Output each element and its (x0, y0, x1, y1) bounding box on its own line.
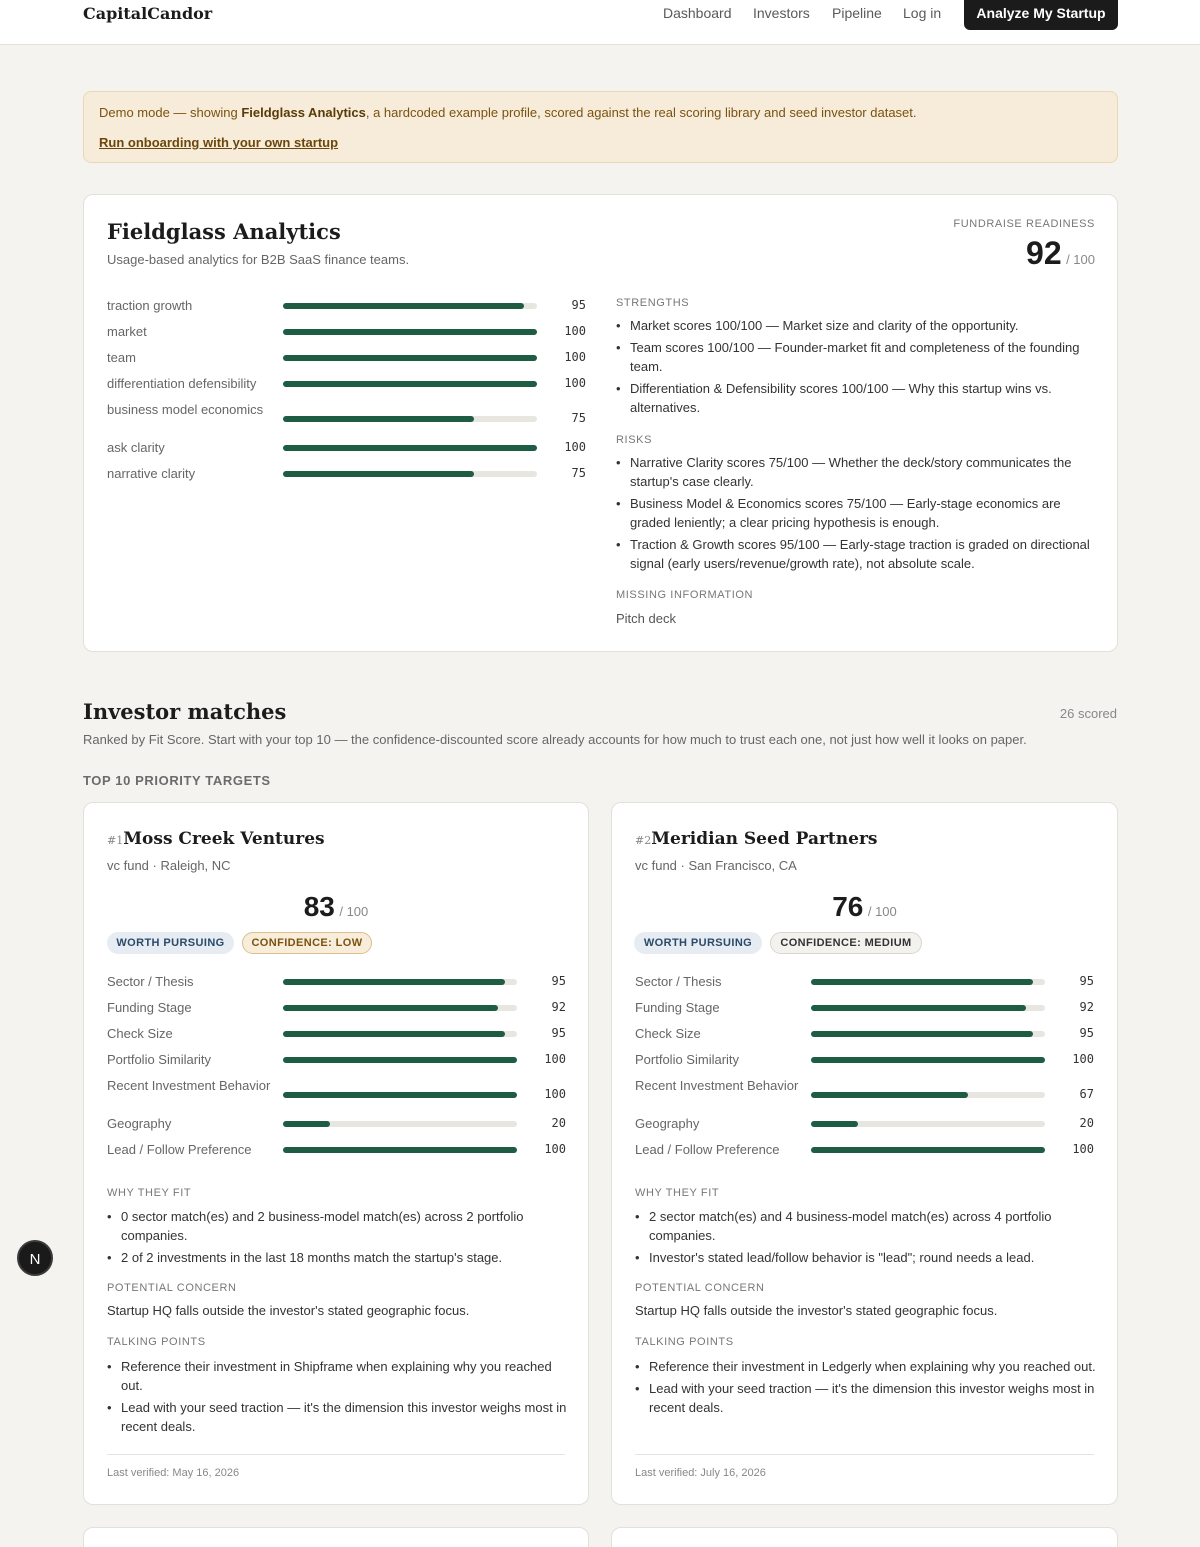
missing-info-heading: MISSING INFORMATION (616, 589, 754, 601)
investor-rank: #2 (635, 834, 652, 847)
score-row-value: 92 (551, 999, 566, 1014)
concern-heading: POTENTIAL CONCERN (635, 1282, 765, 1294)
score-bar (283, 1005, 517, 1011)
risks-list (615, 453, 1095, 576)
nav-pipeline[interactable]: Pipeline (832, 5, 882, 21)
list-item: • 2 sector match(es) and 4 business-model match(es) across 4 portfolio companies. (634, 1207, 1099, 1245)
investor-card[interactable] (83, 1527, 589, 1547)
risks-heading: RISKS (616, 434, 653, 446)
demo-mode-text: Demo mode — showing Fieldglass Analytics, a hardcoded example profile, scored against the real scoring library and seed investor dataset. (99, 105, 917, 120)
score-bar-fill (283, 416, 474, 422)
divider (107, 1454, 565, 1455)
score-row-label: Portfolio Similarity (107, 1052, 212, 1067)
fit-score (84, 891, 588, 923)
list-item: • Team scores 100/100 — Founder-market fit and completeness of the founding team. (615, 338, 1095, 376)
list-item: • Narrative Clarity scores 75/100 — Whether the deck/story communicates the startup's case clearly. (615, 453, 1095, 491)
readiness-score-max: / 100 (1066, 252, 1095, 267)
score-row-value: 75 (571, 465, 586, 480)
score-row-label: ask clarity (107, 440, 165, 455)
analyze-startup-button[interactable]: Analyze My Startup (964, 0, 1118, 30)
score-row-label: business model economics (107, 402, 264, 417)
score-bar (283, 979, 517, 985)
list-item: • 2 of 2 investments in the last 18 months match the startup's stage. (106, 1248, 571, 1267)
score-row-label: differentiation defensibility (107, 376, 257, 391)
score-row-value: 95 (571, 297, 586, 312)
score-bar-fill (811, 979, 1033, 985)
top-targets-heading: TOP 10 PRIORITY TARGETS (83, 773, 271, 788)
score-bar (283, 1057, 517, 1063)
why-fit-list (634, 1207, 1099, 1270)
investor-card[interactable] (611, 1527, 1118, 1547)
score-bar-fill (811, 1092, 968, 1098)
score-bar-fill (283, 1057, 517, 1063)
score-row-value: 20 (1079, 1115, 1094, 1130)
list-item: • Market scores 100/100 — Market size and clarity of the opportunity. (615, 316, 1095, 335)
nav-dashboard[interactable]: Dashboard (663, 5, 732, 21)
score-row-label: market (107, 324, 147, 339)
investor-matches-title: Investor matches (83, 699, 287, 724)
score-row-value: 100 (1072, 1051, 1094, 1066)
score-row-value: 100 (544, 1087, 566, 1101)
investor-name-label: Moss Creek Ventures (123, 829, 325, 849)
score-row-value: 95 (551, 1025, 566, 1040)
fit-score-value: 76 (832, 891, 864, 922)
confidence-badge: CONFIDENCE: LOW (242, 932, 372, 954)
score-row-label: Lead / Follow Preference (635, 1142, 780, 1157)
score-bar (811, 1147, 1045, 1153)
score-bar (811, 1057, 1045, 1063)
score-row-label: Funding Stage (107, 1000, 192, 1015)
score-bar (811, 1121, 1045, 1127)
score-row-label: Check Size (107, 1026, 173, 1041)
score-bar-fill (283, 471, 474, 477)
score-row-label: Sector / Thesis (107, 974, 194, 989)
brand-logo[interactable]: CapitalCandor (83, 4, 213, 23)
score-row-label: Check Size (635, 1026, 701, 1041)
score-row-label: Funding Stage (635, 1000, 720, 1015)
score-bar-fill (283, 1005, 498, 1011)
list-item: • 0 sector match(es) and 2 business-model match(es) across 2 portfolio companies. (106, 1207, 571, 1245)
investor-meta: vc fund · Raleigh, NC (107, 858, 231, 873)
run-onboarding-link[interactable]: Run onboarding with your own startup (99, 135, 339, 150)
score-bar-fill (811, 1057, 1045, 1063)
score-bar-fill (283, 1031, 505, 1037)
score-bar (283, 445, 537, 451)
score-bar (811, 979, 1045, 985)
list-item: • Reference their investment in Ledgerly when explaining why you reached out. (634, 1357, 1099, 1376)
score-row-label: Geography (107, 1116, 172, 1131)
divider (635, 1454, 1094, 1455)
why-fit-heading: WHY THEY FIT (107, 1187, 192, 1199)
fit-score-max: / 100 (867, 904, 897, 919)
readiness-label: FUNDRAISE READINESS (953, 218, 1095, 230)
score-row-value: 75 (571, 411, 586, 425)
score-row-value: 95 (1079, 1025, 1094, 1040)
startup-tagline: Usage-based analytics for B2B SaaS finance teams. (107, 252, 410, 267)
score-bar-fill (283, 355, 537, 361)
score-bar (811, 1092, 1045, 1098)
talking-points-heading: TALKING POINTS (635, 1336, 734, 1348)
score-row-label: Recent Investment Behavior (107, 1078, 271, 1093)
score-bar-fill (283, 1147, 517, 1153)
score-bar-fill (811, 1121, 858, 1127)
investor-matches-subtitle: Ranked by Fit Score. Start with your top 10 — the confidence-discounted score already accounts for how much to trust each one, not just how well it looks on paper. (83, 732, 1027, 747)
list-item: • Lead with your seed traction — it's the dimension this investor weighs most in recent deals. (106, 1398, 571, 1436)
score-bar-fill (283, 381, 537, 387)
score-row-label: Lead / Follow Preference (107, 1142, 252, 1157)
investor-card[interactable] (611, 802, 1118, 1505)
score-bar (283, 416, 537, 422)
score-bar-fill (811, 1147, 1045, 1153)
investor-meta: vc fund · San Francisco, CA (635, 858, 797, 873)
score-bar (283, 471, 537, 477)
dev-tools-button[interactable]: N (17, 1240, 53, 1276)
score-row-value: 92 (1079, 999, 1094, 1014)
investor-rank: #1 (107, 834, 124, 847)
list-item: • Investor's stated lead/follow behavior is "lead"; round needs a lead. (634, 1248, 1099, 1267)
concern-text: Startup HQ falls outside the investor's stated geographic focus. (635, 1303, 998, 1318)
score-bar (283, 381, 537, 387)
list-item: • Lead with your seed traction — it's the dimension this investor weighs most in recent deals. (634, 1379, 1099, 1417)
score-row-value: 100 (1072, 1141, 1094, 1156)
demo-mode-banner (83, 91, 1118, 163)
investor-name-label: Meridian Seed Partners (651, 829, 878, 849)
concern-text: Startup HQ falls outside the investor's stated geographic focus. (107, 1303, 470, 1318)
score-row-value: 20 (551, 1115, 566, 1130)
score-row-label: Sector / Thesis (635, 974, 722, 989)
fit-score-max: / 100 (339, 904, 369, 919)
concern-heading: POTENTIAL CONCERN (107, 1282, 237, 1294)
score-bar (283, 1147, 517, 1153)
score-row-value: 95 (1079, 973, 1094, 988)
scored-count: 26 scored (1059, 706, 1117, 721)
score-row-value: 100 (544, 1051, 566, 1066)
score-bar-fill (283, 979, 505, 985)
talking-points-list (106, 1357, 571, 1439)
why-fit-heading: WHY THEY FIT (635, 1187, 720, 1199)
score-row-label: team (107, 350, 136, 365)
list-item: • Reference their investment in Shipframe when explaining why you reached out. (106, 1357, 571, 1395)
score-row-label: Recent Investment Behavior (635, 1078, 799, 1093)
nav-login[interactable]: Log in (903, 5, 942, 21)
score-bar-fill (283, 329, 537, 335)
score-bar-fill (283, 1121, 330, 1127)
score-bar-fill (283, 303, 524, 309)
score-row-value: 100 (564, 323, 586, 338)
investor-name[interactable] (635, 829, 877, 849)
score-row-value: 100 (564, 349, 586, 364)
strengths-heading: STRENGTHS (616, 297, 690, 309)
score-bar (283, 1092, 517, 1098)
talking-points-list (634, 1357, 1099, 1420)
score-row-label: traction growth (107, 298, 193, 313)
score-row-label: Portfolio Similarity (635, 1052, 740, 1067)
score-row-value: 100 (564, 375, 586, 390)
nav-investors[interactable]: Investors (753, 5, 810, 21)
score-row-value: 95 (551, 973, 566, 988)
score-bar (811, 1005, 1045, 1011)
score-bar-fill (811, 1031, 1033, 1037)
last-verified: Last verified: May 16, 2026 (107, 1467, 240, 1479)
confidence-badge: CONFIDENCE: MEDIUM (770, 932, 922, 954)
investor-card[interactable] (83, 802, 589, 1505)
score-bar (283, 1121, 517, 1127)
score-bar (811, 1031, 1045, 1037)
score-row-value: 100 (564, 439, 586, 454)
score-bar (283, 329, 537, 335)
fit-score-value: 83 (303, 891, 335, 922)
missing-info-value: Pitch deck (616, 611, 676, 626)
score-bar (283, 1031, 517, 1037)
readiness-score (1026, 235, 1095, 272)
score-bar-fill (811, 1005, 1026, 1011)
investor-name[interactable] (107, 829, 325, 849)
last-verified: Last verified: July 16, 2026 (635, 1467, 766, 1479)
top-navbar (0, 0, 1200, 45)
list-item: • Business Model & Economics scores 75/100 — Early-stage economics are graded leniently; a clear pricing hypothesis is enough. (615, 494, 1095, 532)
score-row-value: 67 (1079, 1087, 1094, 1101)
why-fit-list (106, 1207, 571, 1270)
score-row-value: 100 (544, 1141, 566, 1156)
startup-profile-card (83, 194, 1118, 652)
score-bar-fill (283, 1092, 517, 1098)
list-item: • Traction & Growth scores 95/100 — Early-stage traction is graded on directional signal (early users/revenue/growth rate), not absolute scale. (615, 535, 1095, 573)
score-bar (283, 355, 537, 361)
fit-score (612, 891, 1117, 923)
score-bar (283, 303, 537, 309)
startup-name: Fieldglass Analytics (107, 219, 341, 244)
score-row-label: narrative clarity (107, 466, 196, 481)
score-row-label: Geography (635, 1116, 700, 1131)
list-item: • Differentiation & Defensibility scores 100/100 — Why this startup wins vs. alternatives. (615, 379, 1095, 417)
readiness-score-value: 92 (1026, 235, 1062, 271)
worth-pursuing-badge: WORTH PURSUING (634, 932, 762, 954)
talking-points-heading: TALKING POINTS (107, 1336, 206, 1348)
worth-pursuing-badge: WORTH PURSUING (107, 932, 234, 954)
score-bar-fill (283, 445, 537, 451)
strengths-list (615, 316, 1095, 420)
